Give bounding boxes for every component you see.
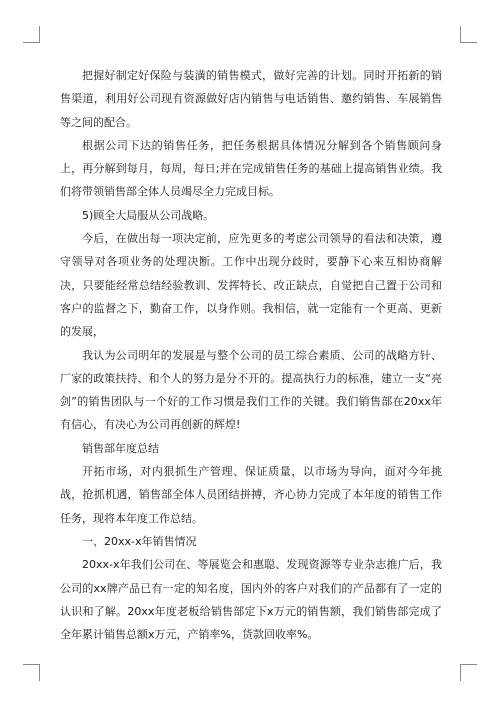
section-heading-annual-summary: 销售部年度总结 [82,441,159,455]
document-body [60,64,442,646]
crop-mark-top-left [23,26,40,43]
section-heading-sales-status: 一、20xx-x年销售情况 [82,534,197,548]
crop-mark-top-right [460,26,477,43]
paragraph-company-development: 我认为公司明年的发展是与整个公司的员工综合素质、公司的战略方针、厂家的政策扶持、和个人的努力是分不开的。提高执行力的标准，建立一支“亮剑”的销售团队与一个好的工作习惯是我们工作的关键。我们销售部在20xx年有信心，有决心为公司再创新的辉煌! [60,348,442,432]
paragraph-sales-model: 把握好制定好保险与装潢的销售模式，做好完善的计划。同时开拓新的销售渠道，利用好公司现有资源做好店内销售与电话销售、邀约销售、车展销售等之间的配合。 [60,69,442,129]
paragraph-market-expansion: 开拓市场，对内狠抓生产管理、保证质量，以市场为导向，面对今年挑战，抢抓机遇，销售部全体人员团结拼搏，齐心协力完成了本年度的销售工作任务，现将本年度工作总结。 [60,465,442,525]
paragraph-sales-task: 根据公司下达的销售任务，把任务根据具体情况分解到各个销售顾问身上，再分解到每月，每周，每日;并在完成销售任务的基础上提高销售业绩。我们将带领销售部全体人员竭尽全力完成目标。 [60,138,442,199]
paragraph-strategy-item: 5)顾全大局服从公司战略。 [82,208,215,222]
crop-mark-bottom-left [23,664,40,681]
paragraph-decisions: 今后，在做出每一项决定前，应先更多的考虑公司领导的看法和决策，遵守领导对各项业务的处理决断。工作中出现分歧时，要静下心来互相协商解决，只要能经常总结经验教训、发挥特长、改正缺点，自觉把自己置于公司和客户的监督之下，勤奋工作，以身作则。我相信，就一定能有一个更高、更新的发展， [60,232,442,339]
paragraph-sales-figures: 20xx-x年我们公司在、等展览会和惠聪、发现资源等专业杂志推广后，我公司的xx牌产品已有一定的知名度，国内外的客户对我们的产品都有了一定的认识和了解。20xx年度老板给销售部定下x万元的销售额，我们销售部完成了全年累计销售总额x万元，产销率%，货款回收率%。 [60,558,442,642]
crop-mark-bottom-right [460,664,477,681]
